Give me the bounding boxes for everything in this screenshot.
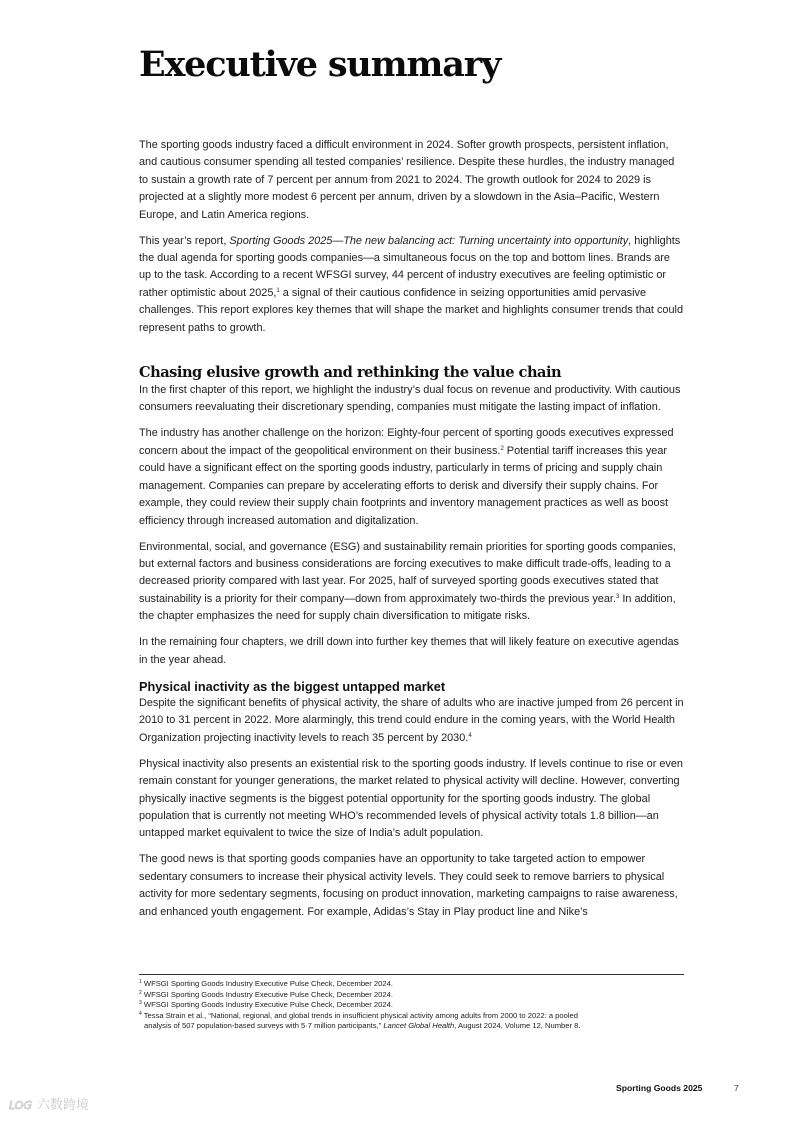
footnote-ref-1: 1 [276, 287, 280, 294]
footnote-number: 4 [139, 1010, 142, 1017]
footnote-text: WFSGI Sporting Goods Industry Executive Pulse Check, December 2024. [143, 979, 393, 988]
subsection-heading: Physical inactivity as the biggest untapped market [139, 678, 446, 694]
section-paragraph-3-b: In addition, the chapter emphasizes the need for supply chain diversification to mitigate risks. [139, 592, 676, 623]
footnote-number: 3 [139, 1000, 142, 1007]
footnote-4-line-2-b: , August 2024, Volume 12, Number 8. [454, 1021, 581, 1031]
section-heading: Chasing elusive growth and rethinking the value chain [139, 364, 562, 382]
footnote-ref-2: 2 [500, 445, 504, 452]
subsection-paragraph-1-a: Despite the significant benefits of physical activity, the share of adults who are inactive jumped from 26 percent in 2010 to 31 percent in 2022. More alarmingly, this trend could endure in the coming years, with the World Health Organization projecting inactivity levels to reach 35 percent by 2030. [139, 696, 684, 744]
footnote-4-line-2 [139, 1021, 684, 1032]
watermark [8, 1094, 89, 1113]
footnote-text: WFSGI Sporting Goods Industry Executive Pulse Check, December 2024. [143, 989, 393, 999]
section-paragraph-2-b: Potential tariff increases this year could have a significant effect on the sporting goods industry, particularly in terms of pricing and supply chain management. Companies can prepare by accelerating efforts to derisk and diversify their supply chains. For example, they could review their supply chain footprints and inventory management practices as well as boost efficiency through increased automation and digitalization. [139, 444, 669, 527]
report-paragraph-prefix: This year’s report, [139, 234, 230, 247]
subsection-paragraph-2: Physical inactivity also presents an existential risk to the sporting goods industry. If levels continue to rise or even remain constant for younger generations, the market related to physical activity will decline. However, converting physically inactive segments is the biggest potential opportunity for the sporting goods industry. The global population that is currently not meeting WHO’s recommended levels of physical activity totals 1.8 billion—an untapped market equivalent to twice the size of India’s adult population. [139, 757, 683, 840]
report-paragraph-suffix: a signal of their cautious confidence in seizing opportunities amid pervasive challenges. This report explores key themes that will shape the market and highlights consumer trends that could represent paths to growth. [139, 286, 684, 334]
section-paragraph-1: In the first chapter of this report, we highlight the industry’s dual focus on revenue and productivity. With cautious consumers reevaluating their discretionary spending, companies must mitigate the lasting impact of inflation. [139, 384, 681, 414]
watermark-logo-icon [8, 1095, 34, 1113]
section-paragraph-2 [139, 425, 684, 529]
section-paragraph-3-a: Environmental, social, and governance (ESG) and sustainability remain priorities for sporting goods companies, but external factors and business considerations are forcing executives to make difficult trade-offs, leading to a decreased priority compared with last year. For 2025, half of surveyed sporting goods executives stated that sustainability is a priority for their company—down from approximately two-thirds the previous year. [139, 540, 676, 605]
report-paragraph-middle: , highlights the dual agenda for sporting goods companies—a simultaneous focus on the top and bottom lines. Brands are up to the task. According to a recent WFSGI survey, 44 percent of industry executives are feeling optimistic or rather optimistic about 2025, [139, 234, 681, 299]
footnote-number: 2 [139, 989, 142, 996]
footnotes [139, 979, 684, 1032]
report-paragraph [139, 233, 684, 337]
subsection-paragraph-3: The good news is that sporting goods companies have an opportunity to take targeted action to empower sedentary consumers to increase their physical activity levels. They could seek to remove barriers to physical activity for more sedentary segments, focusing on product innovation, marketing campaigns to raise awareness, and enhanced youth engagement. For example, Adidas’s Stay in Play product line and Nike’s [139, 853, 678, 918]
footnote [139, 1011, 684, 1032]
subsection-paragraph-1 [139, 695, 684, 747]
page-title: Executive summary [139, 44, 501, 85]
footnote-4-line-1: Tessa Strain et al., “National, regional, and global trends in insufficient physical activity among adults from 2000 to 2022: a pooled [143, 1010, 578, 1020]
footnote-number: 1 [139, 979, 142, 985]
footnote-ref-4: 4 [468, 732, 472, 739]
report-title: Sporting Goods 2025—The new balancing act: Turning uncertainty into opportunity [229, 234, 629, 247]
page-number: 7 [734, 1083, 739, 1093]
footnote-4-line-2-a: analysis of 507 population-based surveys with 5·7 million participants,” [144, 1021, 384, 1031]
footnote [139, 990, 684, 1001]
footnote [139, 979, 684, 990]
footnote [139, 1000, 684, 1011]
footnote-text: WFSGI Sporting Goods Industry Executive Pulse Check, December 2024. [143, 1000, 393, 1010]
footnote-ref-3: 3 [615, 593, 620, 600]
footer-report-name: Sporting Goods 2025 [616, 1083, 703, 1093]
section-paragraph-2-a: The industry has another challenge on the horizon: Eighty-four percent of sporting goods executives expressed concern about the impact of the geopolitical environment on their business. [139, 427, 674, 457]
watermark-text: 六数跨境 [37, 1097, 90, 1112]
journal-name: Lancet Global Health [383, 1021, 455, 1031]
watermark-logo-text: LOG [9, 1098, 32, 1112]
footnote-divider [139, 974, 684, 975]
section-paragraph-4: In the remaining four chapters, we drill down into further key themes that will likely feature on executive agendas in the year ahead. [139, 636, 679, 666]
body-content [139, 137, 684, 930]
section-paragraph-3 [139, 539, 684, 626]
intro-paragraph: The sporting goods industry faced a difficult environment in 2024. Softer growth prospects, persistent inflation, and cautious consumer spending all tested companies’ resilience. Despite these hurdles, the industry managed to sustain a growth rate of 7 percent per annum from 2021 to 2024. The growth outlook for 2024 to 2029 is projected at a slightly more modest 6 percent per annum, driven by a slowdown in the Asia–Pacific, Western Europe, and Latin America regions. [139, 139, 675, 221]
